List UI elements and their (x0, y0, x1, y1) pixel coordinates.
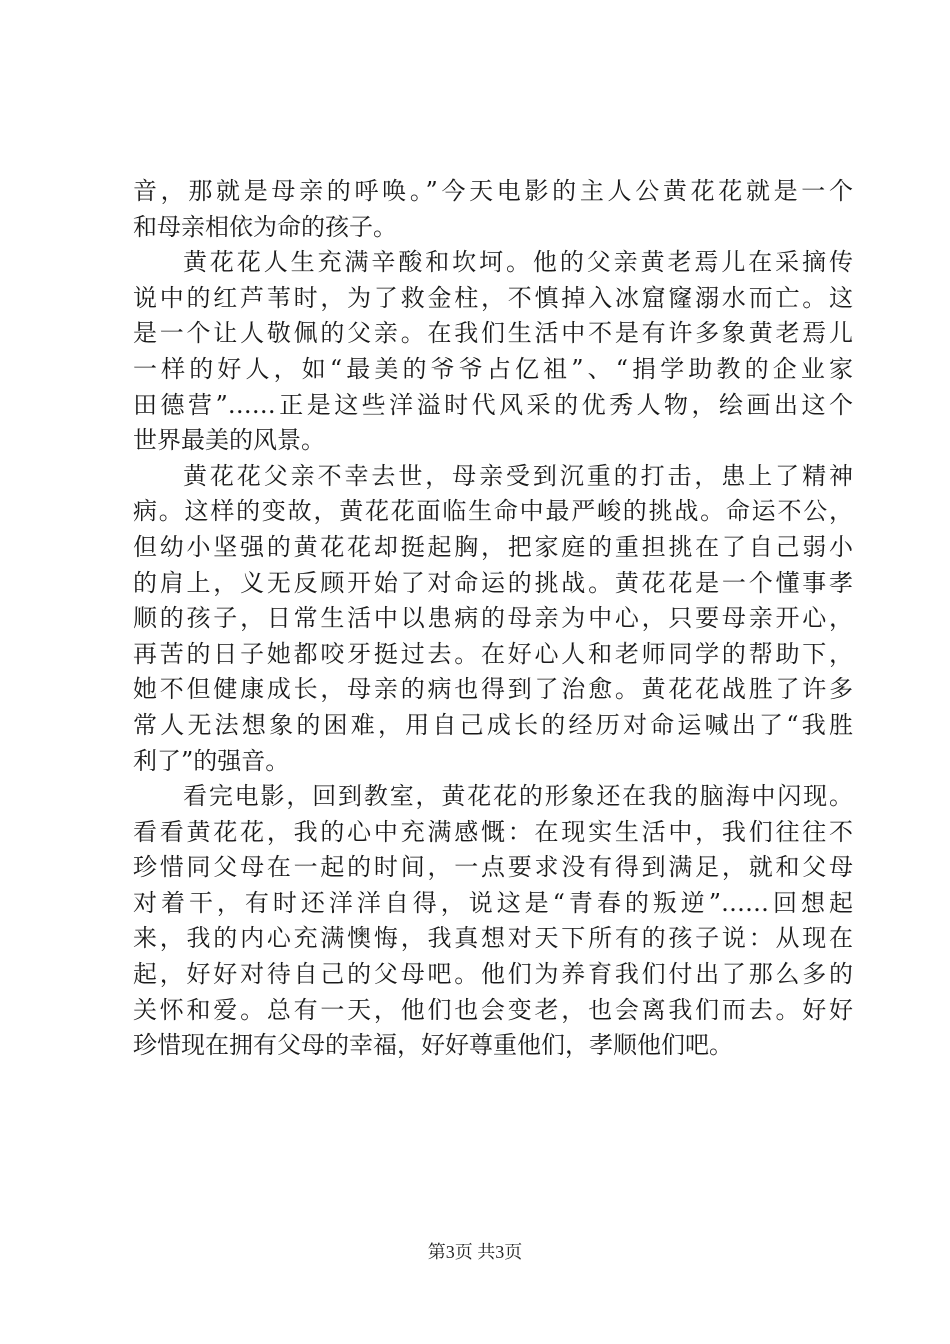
page-number-footer: 第3页 共3页 (427, 1242, 523, 1262)
text-line: 珍惜同父母在一起的时间，一点要求没有得到满足，就和父母 (133, 853, 853, 882)
text-line: 音，那就是母亲的呼唤。”今天电影的主人公黄花花就是一个 (133, 177, 853, 205)
text-line: 一样的好人，如“最美的爷爷占亿祖”、“捐学助教的企业家 (133, 354, 853, 383)
text-line: 她不但健康成长，母亲的病也得到了治愈。黄花花战胜了许多 (133, 675, 853, 704)
text-line: 来，我的内心充满懊悔，我真想对天下所有的孩子说：从现在 (133, 924, 853, 953)
text-line: 对着干，有时还洋洋自得，说这是“青春的叛逆”……回想起 (133, 888, 853, 917)
text-line: 关怀和爱。总有一天，他们也会变老，也会离我们而去。好好 (133, 995, 853, 1024)
text-line: 起，好好对待自己的父母吧。他们为养育我们付出了那么多的 (133, 960, 853, 989)
paragraph-start-line: 看完电影，回到教室，黄花花的形象还在我的脑海中闪现。 (183, 782, 853, 811)
text-line: 是一个让人敬佩的父亲。在我们生活中不是有许多象黄老焉儿 (133, 319, 853, 348)
paragraph-start-line: 黄花花父亲不幸去世，母亲受到沉重的打击，患上了精神 (183, 461, 853, 490)
text-line: 顺的孩子，日常生活中以患病的母亲为中心，只要母亲开心， (133, 604, 853, 633)
text-line: 常人无法想象的困难，用自己成长的经历对命运喊出了“我胜 (133, 710, 853, 739)
text-line: 田德营”……正是这些洋溢时代风采的优秀人物，绘画出这个 (133, 390, 853, 419)
text-line: 但幼小坚强的黄花花却挺起胸，把家庭的重担挑在了自己弱小 (133, 532, 853, 561)
text-line: 说中的红芦苇时，为了救金柱，不慎掉入冰窟窿溺水而亡。这 (133, 283, 853, 312)
text-line: 病。这样的变故，黄花花面临生命中最严峻的挑战。命运不公， (133, 497, 853, 526)
text-line: 和母亲相依为命的孩子。 (133, 212, 397, 241)
text-line: 利了”的强音。 (133, 746, 290, 775)
text-line: 看看黄花花，我的心中充满感慨：在现实生活中，我们往往不 (133, 817, 853, 846)
text-line: 的肩上，义无反顾开始了对命运的挑战。黄花花是一个懂事孝 (133, 568, 853, 597)
body-text (133, 174, 853, 1064)
text-line: 珍惜现在拥有父母的幸福，好好尊重他们，孝顺他们吧。 (133, 1031, 733, 1060)
text-line: 世界最美的风景。 (133, 426, 325, 455)
paragraph-start-line: 黄花花人生充满辛酸和坎坷。他的父亲黄老焉儿在采摘传 (183, 248, 853, 277)
text-line: 再苦的日子她都咬牙挺过去。在好心人和老师同学的帮助下， (133, 639, 853, 668)
